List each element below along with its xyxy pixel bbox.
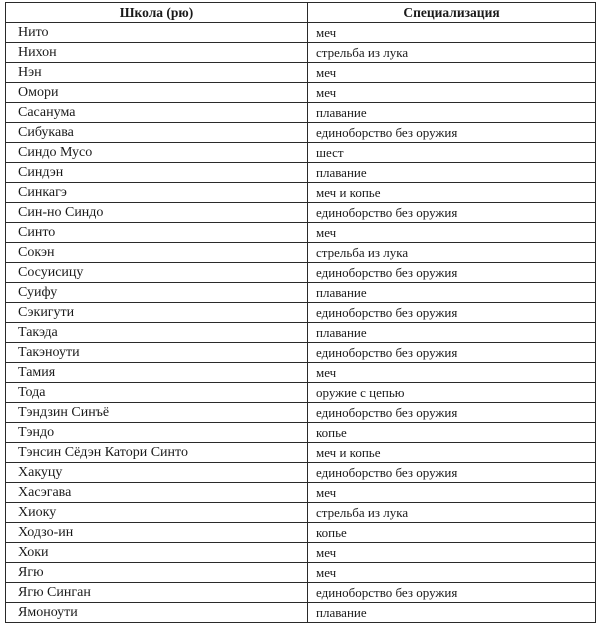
- school-name-cell: Хоки: [6, 543, 308, 563]
- specialization-cell: меч: [308, 543, 596, 563]
- table-row: [6, 583, 596, 603]
- table-row: [6, 123, 596, 143]
- specialization-cell: плавание: [308, 323, 596, 343]
- specialization-cell: стрельба из лука: [308, 243, 596, 263]
- table-body: [6, 23, 596, 623]
- specialization-cell: меч: [308, 363, 596, 383]
- school-name-cell: Ямоноути: [6, 603, 308, 623]
- table-row: [6, 283, 596, 303]
- table-row: [6, 443, 596, 463]
- school-name-cell: Син-но Синдо: [6, 203, 308, 223]
- specialization-cell: копье: [308, 523, 596, 543]
- specialization-cell: единоборство без оружия: [308, 463, 596, 483]
- specialization-cell: копье: [308, 423, 596, 443]
- table-row: [6, 43, 596, 63]
- school-name-cell: Нито: [6, 23, 308, 43]
- specialization-cell: стрельба из лука: [308, 43, 596, 63]
- school-name-cell: Хасэгава: [6, 483, 308, 503]
- school-name-cell: Синто: [6, 223, 308, 243]
- table-row: [6, 603, 596, 623]
- specialization-cell: меч и копье: [308, 443, 596, 463]
- specialization-cell: меч: [308, 63, 596, 83]
- specialization-cell: меч: [308, 223, 596, 243]
- specialization-cell: единоборство без оружия: [308, 583, 596, 603]
- table-row: [6, 23, 596, 43]
- table-row: [6, 263, 596, 283]
- school-name-cell: Нихон: [6, 43, 308, 63]
- specialization-cell: шест: [308, 143, 596, 163]
- school-name-cell: Такэда: [6, 323, 308, 343]
- header-specialization: Специализация: [308, 3, 596, 23]
- school-name-cell: Тода: [6, 383, 308, 403]
- table-row: [6, 223, 596, 243]
- specialization-cell: плавание: [308, 283, 596, 303]
- table-row: [6, 103, 596, 123]
- school-name-cell: Сасанума: [6, 103, 308, 123]
- table-row: [6, 203, 596, 223]
- school-name-cell: Синкагэ: [6, 183, 308, 203]
- table-row: [6, 543, 596, 563]
- school-name-cell: Хиоку: [6, 503, 308, 523]
- school-name-cell: Тэндзин Синъё: [6, 403, 308, 423]
- school-name-cell: Ягю: [6, 563, 308, 583]
- table-row: [6, 243, 596, 263]
- school-name-cell: Сибукава: [6, 123, 308, 143]
- table-row: [6, 523, 596, 543]
- specialization-cell: единоборство без оружия: [308, 303, 596, 323]
- table-row: [6, 463, 596, 483]
- specialization-cell: плавание: [308, 603, 596, 623]
- school-name-cell: Синдэн: [6, 163, 308, 183]
- table-row: [6, 343, 596, 363]
- school-name-cell: Ягю Синган: [6, 583, 308, 603]
- school-name-cell: Сокэн: [6, 243, 308, 263]
- school-name-cell: Омори: [6, 83, 308, 103]
- specialization-cell: плавание: [308, 163, 596, 183]
- school-name-cell: Ходзо-ин: [6, 523, 308, 543]
- specialization-cell: меч: [308, 483, 596, 503]
- table-row: [6, 383, 596, 403]
- school-name-cell: Суифу: [6, 283, 308, 303]
- school-name-cell: Тамия: [6, 363, 308, 383]
- table-row: [6, 483, 596, 503]
- table-row: [6, 403, 596, 423]
- specialization-cell: меч: [308, 23, 596, 43]
- specialization-cell: единоборство без оружия: [308, 123, 596, 143]
- table-row: [6, 303, 596, 323]
- header-school: Школа (рю): [6, 3, 308, 23]
- table-row: [6, 503, 596, 523]
- specialization-cell: единоборство без оружия: [308, 343, 596, 363]
- table-row: [6, 143, 596, 163]
- table-row: [6, 163, 596, 183]
- school-name-cell: Такэноути: [6, 343, 308, 363]
- specialization-cell: меч: [308, 83, 596, 103]
- table-row: [6, 323, 596, 343]
- table-row: [6, 183, 596, 203]
- school-name-cell: Нэн: [6, 63, 308, 83]
- table-row: [6, 63, 596, 83]
- specialization-cell: меч и копье: [308, 183, 596, 203]
- school-name-cell: Тэндо: [6, 423, 308, 443]
- table-row: [6, 563, 596, 583]
- specialization-cell: плавание: [308, 103, 596, 123]
- table-row: [6, 363, 596, 383]
- specialization-cell: оружие с цепью: [308, 383, 596, 403]
- specialization-cell: единоборство без оружия: [308, 203, 596, 223]
- table-row: [6, 83, 596, 103]
- table-header-row: [6, 3, 596, 23]
- school-name-cell: Сэкигути: [6, 303, 308, 323]
- school-name-cell: Тэнсин Сёдэн Катори Синто: [6, 443, 308, 463]
- specialization-cell: единоборство без оружия: [308, 403, 596, 423]
- schools-table: [5, 2, 596, 623]
- specialization-cell: единоборство без оружия: [308, 263, 596, 283]
- school-name-cell: Сосуисицу: [6, 263, 308, 283]
- specialization-cell: меч: [308, 563, 596, 583]
- school-name-cell: Хакуцу: [6, 463, 308, 483]
- table-row: [6, 423, 596, 443]
- specialization-cell: стрельба из лука: [308, 503, 596, 523]
- school-name-cell: Синдо Мусо: [6, 143, 308, 163]
